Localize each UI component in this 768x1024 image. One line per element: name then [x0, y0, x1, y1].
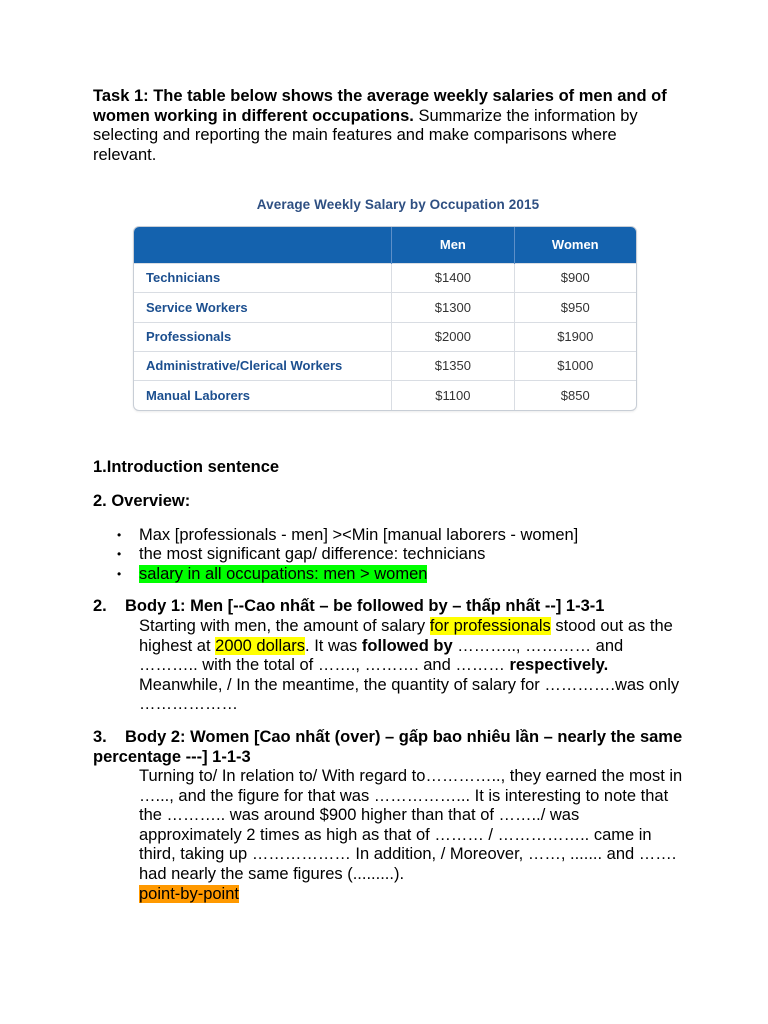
occupation-cell: Professionals	[134, 322, 392, 351]
bold-text: respectively.	[509, 656, 609, 675]
table-row	[134, 381, 636, 410]
table-header-row	[134, 227, 636, 263]
text-run: ……….., ………… and ……….. with the total of ……., ………. and ………	[139, 636, 624, 675]
body2-heading	[93, 728, 683, 767]
text-run: Meanwhile, / In the meantime, the quantity of salary for ………….was only ………………	[139, 675, 680, 714]
text-run: . It was	[305, 636, 362, 655]
list-item	[139, 565, 683, 585]
body1-paragraph	[93, 617, 683, 715]
highlighted-text: salary in all occupations: men > women	[139, 564, 428, 583]
body2-tag-line	[93, 885, 683, 905]
body2-number: 3.	[93, 727, 107, 746]
list-item: • the most significant gap/ difference: technicians	[139, 545, 683, 565]
women-cell: $1900	[514, 322, 636, 351]
task-prompt-bold: Task 1: The table below shows the average weekly salaries of men and of women working in different occupations.	[93, 87, 667, 125]
figure-title: Average Weekly Salary by Occupation 2015	[256, 197, 540, 213]
men-cell: $1100	[392, 381, 514, 410]
table-row	[134, 263, 636, 292]
header-occupation	[134, 227, 392, 263]
women-cell: $900	[514, 263, 636, 292]
women-cell: $850	[514, 381, 636, 410]
body1-heading	[93, 597, 683, 617]
overview-list	[93, 526, 683, 585]
body1-title: Body 1: Men [--Cao nhất – be followed by – thấp nhất --] 1-3-1	[125, 597, 605, 616]
body2-title: Body 2: Women [Cao nhất (over) – gấp bao nhiêu lần – nearly the same percentage ---] 1-1-3	[93, 727, 683, 766]
men-cell: $2000	[392, 322, 514, 351]
occupation-cell: Service Workers	[134, 293, 392, 322]
salary-table-frame	[133, 226, 637, 411]
highlighted-text: point-by-point	[139, 884, 239, 903]
men-cell: $1300	[392, 293, 514, 322]
task-prompt	[93, 87, 683, 165]
bold-text: followed by	[361, 636, 453, 655]
occupation-cell: Manual Laborers	[134, 381, 392, 410]
table-row	[134, 322, 636, 351]
highlighted-text: for professionals	[429, 616, 551, 635]
salary-table-figure	[131, 195, 651, 410]
header-women: Women	[514, 227, 636, 263]
salary-table	[134, 227, 636, 410]
header-men: Men	[392, 227, 514, 263]
occupation-cell: Technicians	[134, 263, 392, 292]
intro-heading: 1.Introduction sentence	[93, 458, 280, 477]
body2-paragraph: Turning to/ In relation to/ With regard to………….., they earned the most in …..., and the figure for that was ……………... It is interesting to note that the ……….. was around $900 higher than that of ……../ was approximately 2 times as high as that of ……… / …………….. came in third, taking up ……………… In addition, / Moreover, ……, ....... and ……. had nearly the same figures (.........).	[139, 767, 683, 884]
task-prompt-rest: Summarize the information by selecting and reporting the main features and make comparisons where relevant.	[93, 106, 638, 164]
men-cell: $1350	[392, 352, 514, 381]
women-cell: $950	[514, 293, 636, 322]
text-run: stood out as the highest at	[139, 616, 673, 655]
occupation-cell: Administrative/Clerical Workers	[134, 352, 392, 381]
overview-heading: 2. Overview:	[93, 491, 191, 510]
text-run: Starting with men, the amount of salary	[139, 616, 430, 635]
list-item: • Max [professionals - men] ><Min [manual laborers - women]	[139, 526, 683, 546]
document-page	[93, 87, 683, 904]
body1-number: 2.	[93, 597, 107, 616]
table-row	[134, 352, 636, 381]
highlighted-text: 2000 dollars	[215, 636, 306, 655]
men-cell: $1400	[392, 263, 514, 292]
table-row	[134, 293, 636, 322]
women-cell: $1000	[514, 352, 636, 381]
